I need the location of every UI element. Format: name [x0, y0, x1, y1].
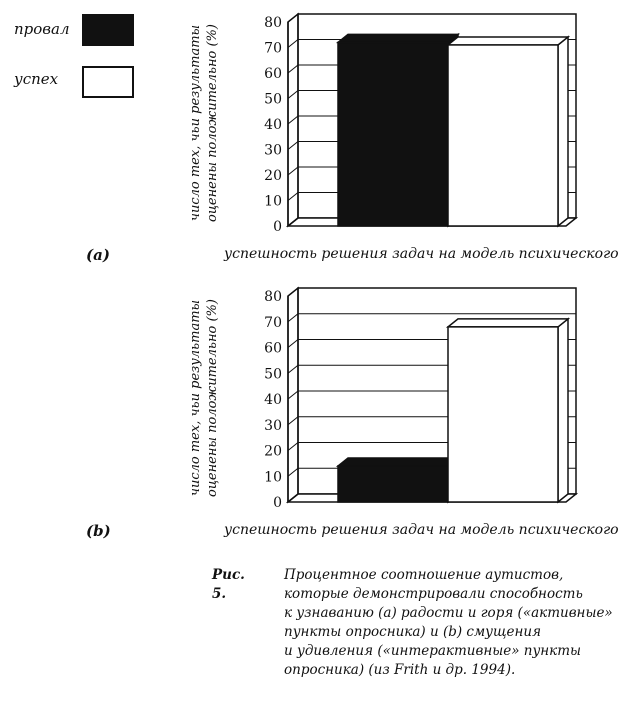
chart-b-ytick-1: 10 [264, 469, 282, 486]
chart-b-ytick-5: 50 [264, 366, 282, 383]
panel-a-label: (a) [86, 246, 110, 264]
caption-line-4: пункты опросника) и (b) смущения [284, 624, 542, 640]
panel-b-ylabel-line-1: число тех, чьи результаты [188, 299, 203, 497]
chart-b-ytick-4: 40 [264, 392, 282, 408]
chart-b-bar-success [448, 319, 568, 502]
legend-label-success: успех [14, 70, 59, 88]
caption-line-2: которые демонстрировали способность [284, 586, 583, 602]
chart-b-grid-diag-8 [288, 288, 298, 296]
chart-b-ytick-2: 20 [264, 443, 282, 460]
caption-line-3: к узнаванию (а) радости и горя («активные» [284, 605, 613, 621]
chart-a-ytick-6: 60 [264, 66, 282, 82]
chart-a-ytick-7: 70 [264, 40, 282, 57]
caption-text [284, 566, 639, 680]
panel-a-ylabel-line-1: число тех, чьи результаты [188, 24, 203, 222]
chart-b-ytick-0: 0 [273, 495, 282, 511]
chart-b-grid-diag-6 [288, 340, 298, 348]
chart-b-bar-failure [338, 458, 458, 502]
caption-line-6: опросника) (из Frith и др. 1994). [284, 662, 516, 678]
chart-b-grid-diag-2 [288, 443, 298, 451]
chart-b-grid-diag-7 [288, 314, 298, 322]
chart-a-ytick-8: 80 [264, 15, 282, 31]
panel-b-xlabel: успешность решения задач на модель психического [224, 522, 619, 538]
legend-label-failure: провал [14, 20, 70, 38]
caption-line-1: Процентное соотношение аутистов, [284, 567, 564, 583]
chart-b-ytick-6: 60 [264, 340, 282, 357]
chart-b-grid-diag-1 [288, 468, 298, 476]
chart-a-ytick-4: 40 [264, 117, 282, 133]
panel-a-xlabel: успешность решения задач на модель психического [224, 246, 619, 262]
chart-b-grid-diag-3 [288, 417, 298, 425]
chart-a-ytick-2: 20 [264, 168, 282, 184]
chart-a-ytick-3: 30 [264, 142, 282, 159]
chart-a-ytick-0: 0 [273, 219, 282, 235]
chart-b-ytick-3: 30 [264, 417, 282, 434]
caption-line-5: и удивления («интерактивные» пункты [284, 643, 582, 659]
panel-a-ylabel-line-2: оценены положительно (%) [205, 24, 220, 222]
chart-b-ytick-7: 70 [264, 314, 282, 331]
panel-b-label: (b) [86, 522, 111, 540]
panel-b-ylabel-line-2: оценены положительно (%) [205, 299, 220, 497]
chart-a-ytick-1: 10 [264, 193, 282, 210]
chart-b-grid-diag-4 [288, 391, 298, 399]
chart-b-ytick-8: 80 [264, 289, 282, 305]
chart-a-ytick-5: 50 [264, 91, 282, 108]
chart-b-grid-diag-5 [288, 365, 298, 373]
figure-label: Рис. 5. [212, 567, 245, 602]
